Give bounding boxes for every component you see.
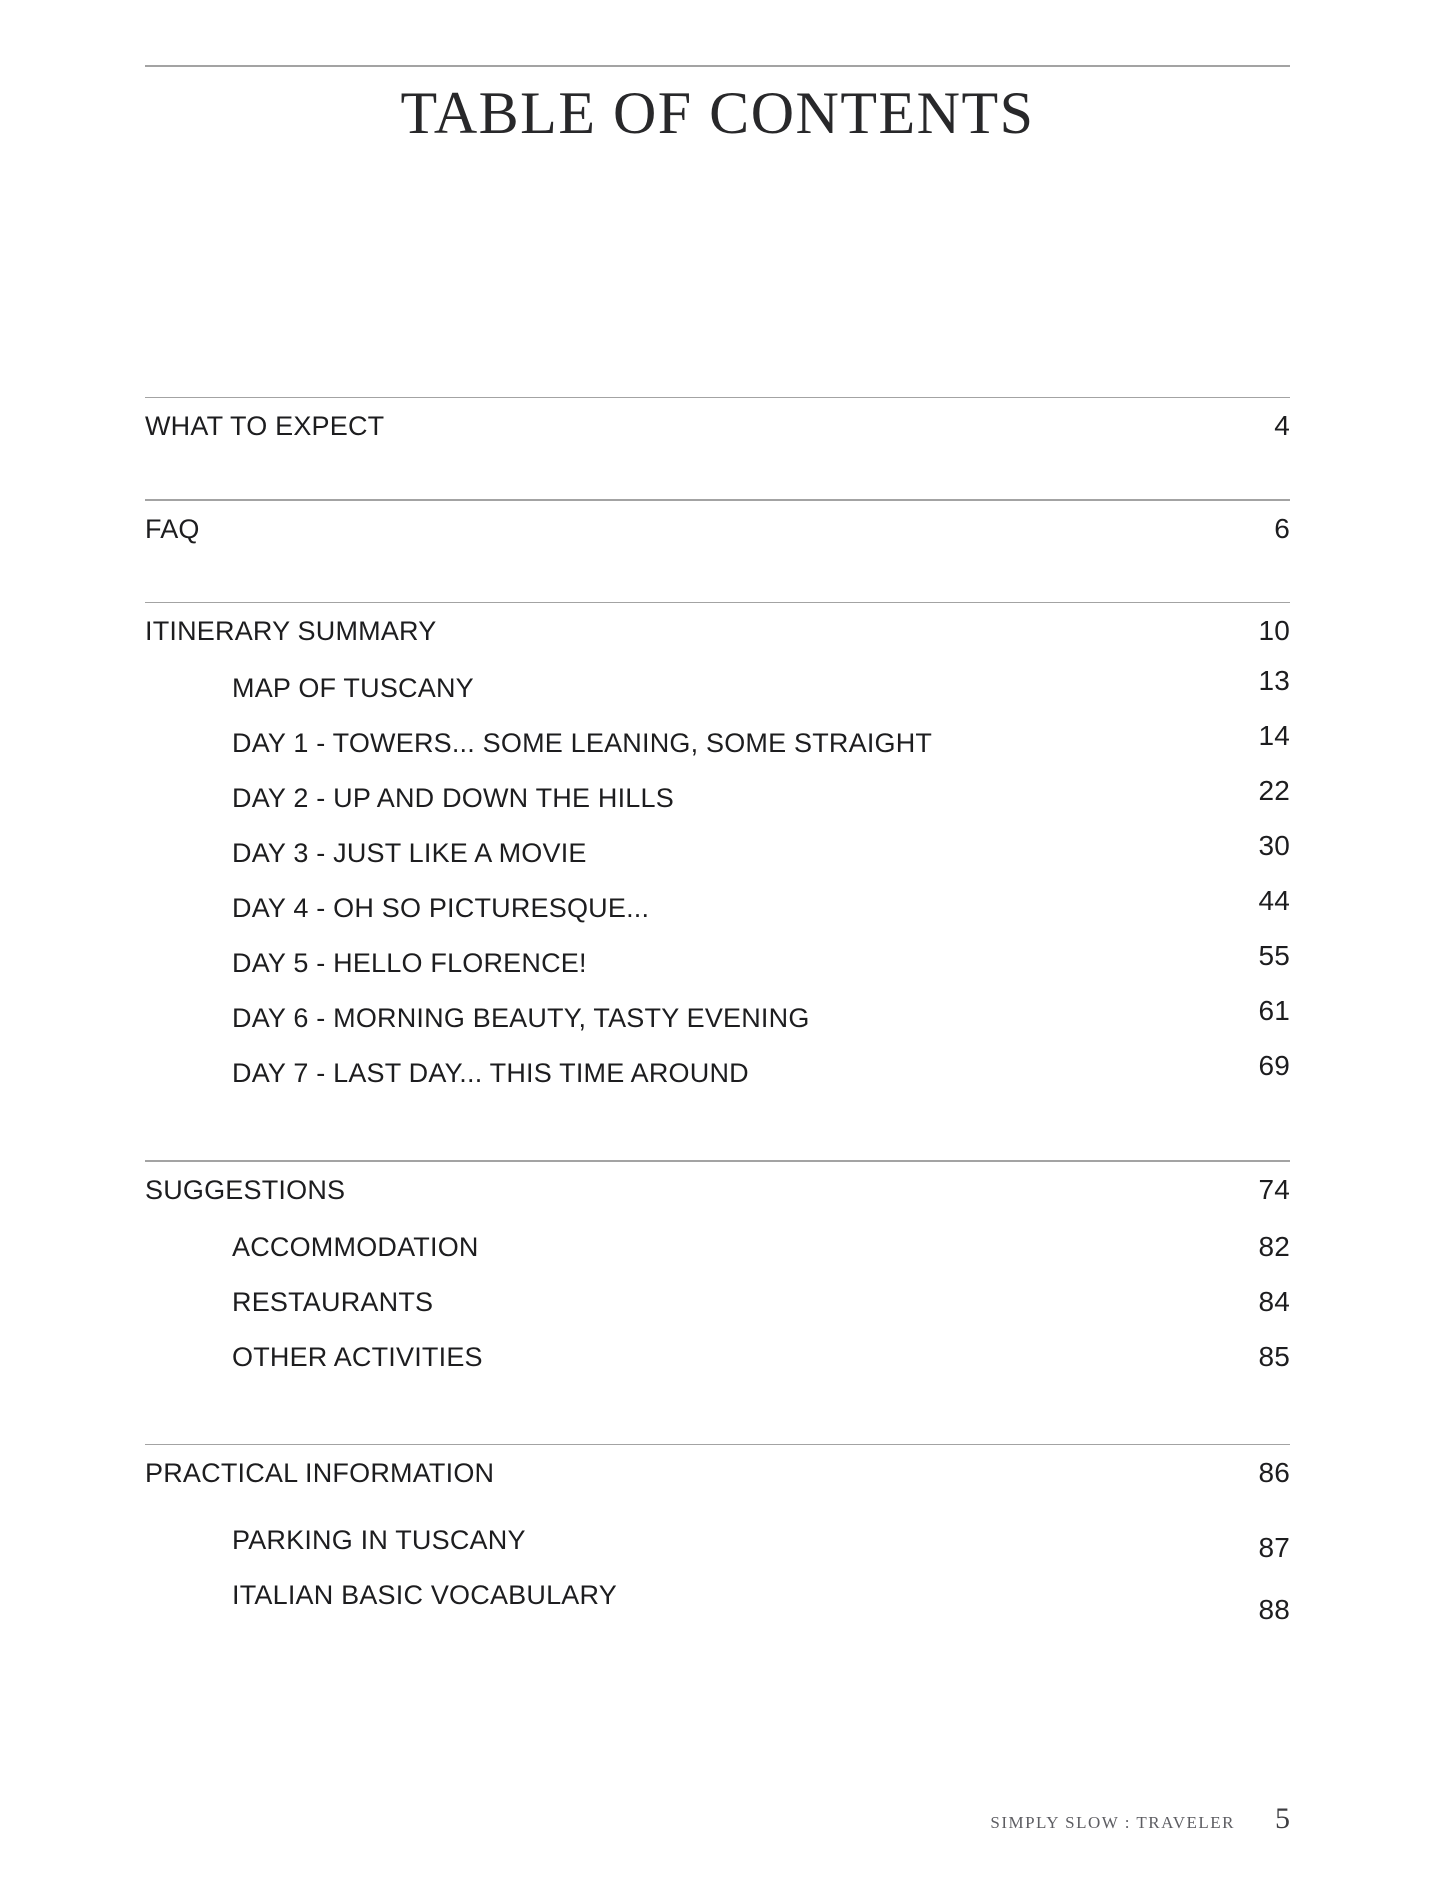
toc-subentry[interactable]	[232, 1525, 1290, 1563]
toc-subentry-page: 87	[1258, 1532, 1290, 1563]
toc-entry[interactable]	[145, 616, 1290, 646]
toc-subentry-label: DAY 7 - LAST DAY... THIS TIME AROUND	[232, 1058, 749, 1088]
section-rule	[145, 499, 1290, 501]
toc-subentry[interactable]	[232, 940, 1290, 978]
toc-entry-label: SUGGESTIONS	[145, 1174, 346, 1205]
toc-subentry-label: RESTAURANTS	[232, 1286, 434, 1317]
section-rule	[145, 602, 1290, 604]
toc-entry[interactable]	[145, 411, 1290, 441]
toc-subentry-label: DAY 3 - JUST LIKE A MOVIE	[232, 838, 587, 868]
toc-subentry-label: DAY 2 - UP AND DOWN THE HILLS	[232, 783, 674, 813]
masthead	[145, 65, 1290, 147]
toc-subentry-page: 13	[1258, 665, 1290, 696]
toc-subentry[interactable]	[232, 775, 1290, 813]
toc-subentry-label: DAY 6 - MORNING BEAUTY, TASTY EVENING	[232, 1003, 810, 1033]
toc-subentry-label: DAY 1 - TOWERS... SOME LEANING, SOME STRAIGHT	[232, 728, 933, 758]
toc-subentry[interactable]	[232, 1232, 1290, 1262]
toc-entry-page: 6	[1274, 512, 1290, 544]
toc-subentry[interactable]	[232, 1342, 1290, 1372]
toc-subentry-page: 44	[1258, 885, 1290, 916]
toc-subentry-page: 22	[1258, 775, 1290, 806]
toc-entry-page: 4	[1274, 410, 1290, 441]
toc-subentry-label: PARKING IN TUSCANY	[232, 1525, 526, 1555]
toc-subentry[interactable]	[232, 885, 1290, 923]
toc-subentry[interactable]	[232, 1050, 1290, 1088]
toc-entry-label: FAQ	[145, 513, 200, 544]
toc-subentry[interactable]	[232, 830, 1290, 868]
toc-section	[145, 499, 1290, 544]
toc-subentries	[145, 1232, 1290, 1372]
toc-subentry[interactable]	[232, 995, 1290, 1033]
toc-subentry[interactable]	[232, 1580, 1290, 1625]
toc-subentry-page: 88	[1258, 1594, 1290, 1625]
toc-subentries	[145, 665, 1290, 1088]
page-content	[145, 0, 1290, 1625]
title-rule	[145, 65, 1290, 67]
toc-entry-label: PRACTICAL INFORMATION	[145, 1458, 495, 1488]
page-footer	[990, 1802, 1290, 1836]
toc-subentry-label: OTHER ACTIVITIES	[232, 1341, 483, 1372]
toc-subentry-page: 82	[1258, 1230, 1290, 1262]
toc-subentry-page: 61	[1258, 995, 1290, 1026]
toc-entry[interactable]	[145, 514, 1290, 544]
toc-entry-label: ITINERARY SUMMARY	[145, 616, 437, 646]
toc-subentry-label: ACCOMMODATION	[232, 1231, 479, 1262]
toc-subentry-page: 55	[1258, 940, 1290, 971]
toc-entry-page: 74	[1258, 1173, 1290, 1205]
toc-subentry-page: 69	[1258, 1050, 1290, 1081]
toc-section	[145, 397, 1290, 442]
page-number: 5	[1275, 1802, 1290, 1835]
table-of-contents	[145, 397, 1290, 1625]
section-rule	[145, 1444, 1290, 1446]
toc-subentry[interactable]	[232, 720, 1290, 758]
toc-entry[interactable]	[145, 1175, 1290, 1205]
page-title: TABLE OF CONTENTS	[400, 79, 1035, 146]
toc-subentry-label: DAY 5 - HELLO FLORENCE!	[232, 948, 587, 978]
toc-section	[145, 1160, 1290, 1372]
toc-subentry[interactable]	[232, 665, 1290, 703]
toc-subentry-page: 30	[1258, 830, 1290, 861]
toc-subentry-page: 14	[1258, 720, 1290, 751]
toc-entry-page: 10	[1258, 615, 1290, 646]
toc-entry-page: 86	[1258, 1457, 1290, 1488]
toc-entry[interactable]	[145, 1458, 1290, 1488]
toc-subentry-label: DAY 4 - OH SO PICTURESQUE...	[232, 893, 650, 923]
toc-section	[145, 1444, 1290, 1625]
toc-subentry[interactable]	[232, 1287, 1290, 1317]
toc-section	[145, 602, 1290, 1089]
section-rule	[145, 1160, 1290, 1162]
brand-label: SIMPLY SLOW : TRAVELER	[990, 1813, 1235, 1832]
toc-subentry-label: MAP OF TUSCANY	[232, 673, 474, 703]
toc-entry-label: WHAT TO EXPECT	[145, 411, 385, 441]
toc-subentry-label: ITALIAN BASIC VOCABULARY	[232, 1580, 617, 1610]
section-rule	[145, 397, 1290, 399]
toc-subentry-page: 85	[1258, 1340, 1290, 1372]
toc-subentry-page: 84	[1258, 1285, 1290, 1317]
toc-subentries	[145, 1525, 1290, 1625]
